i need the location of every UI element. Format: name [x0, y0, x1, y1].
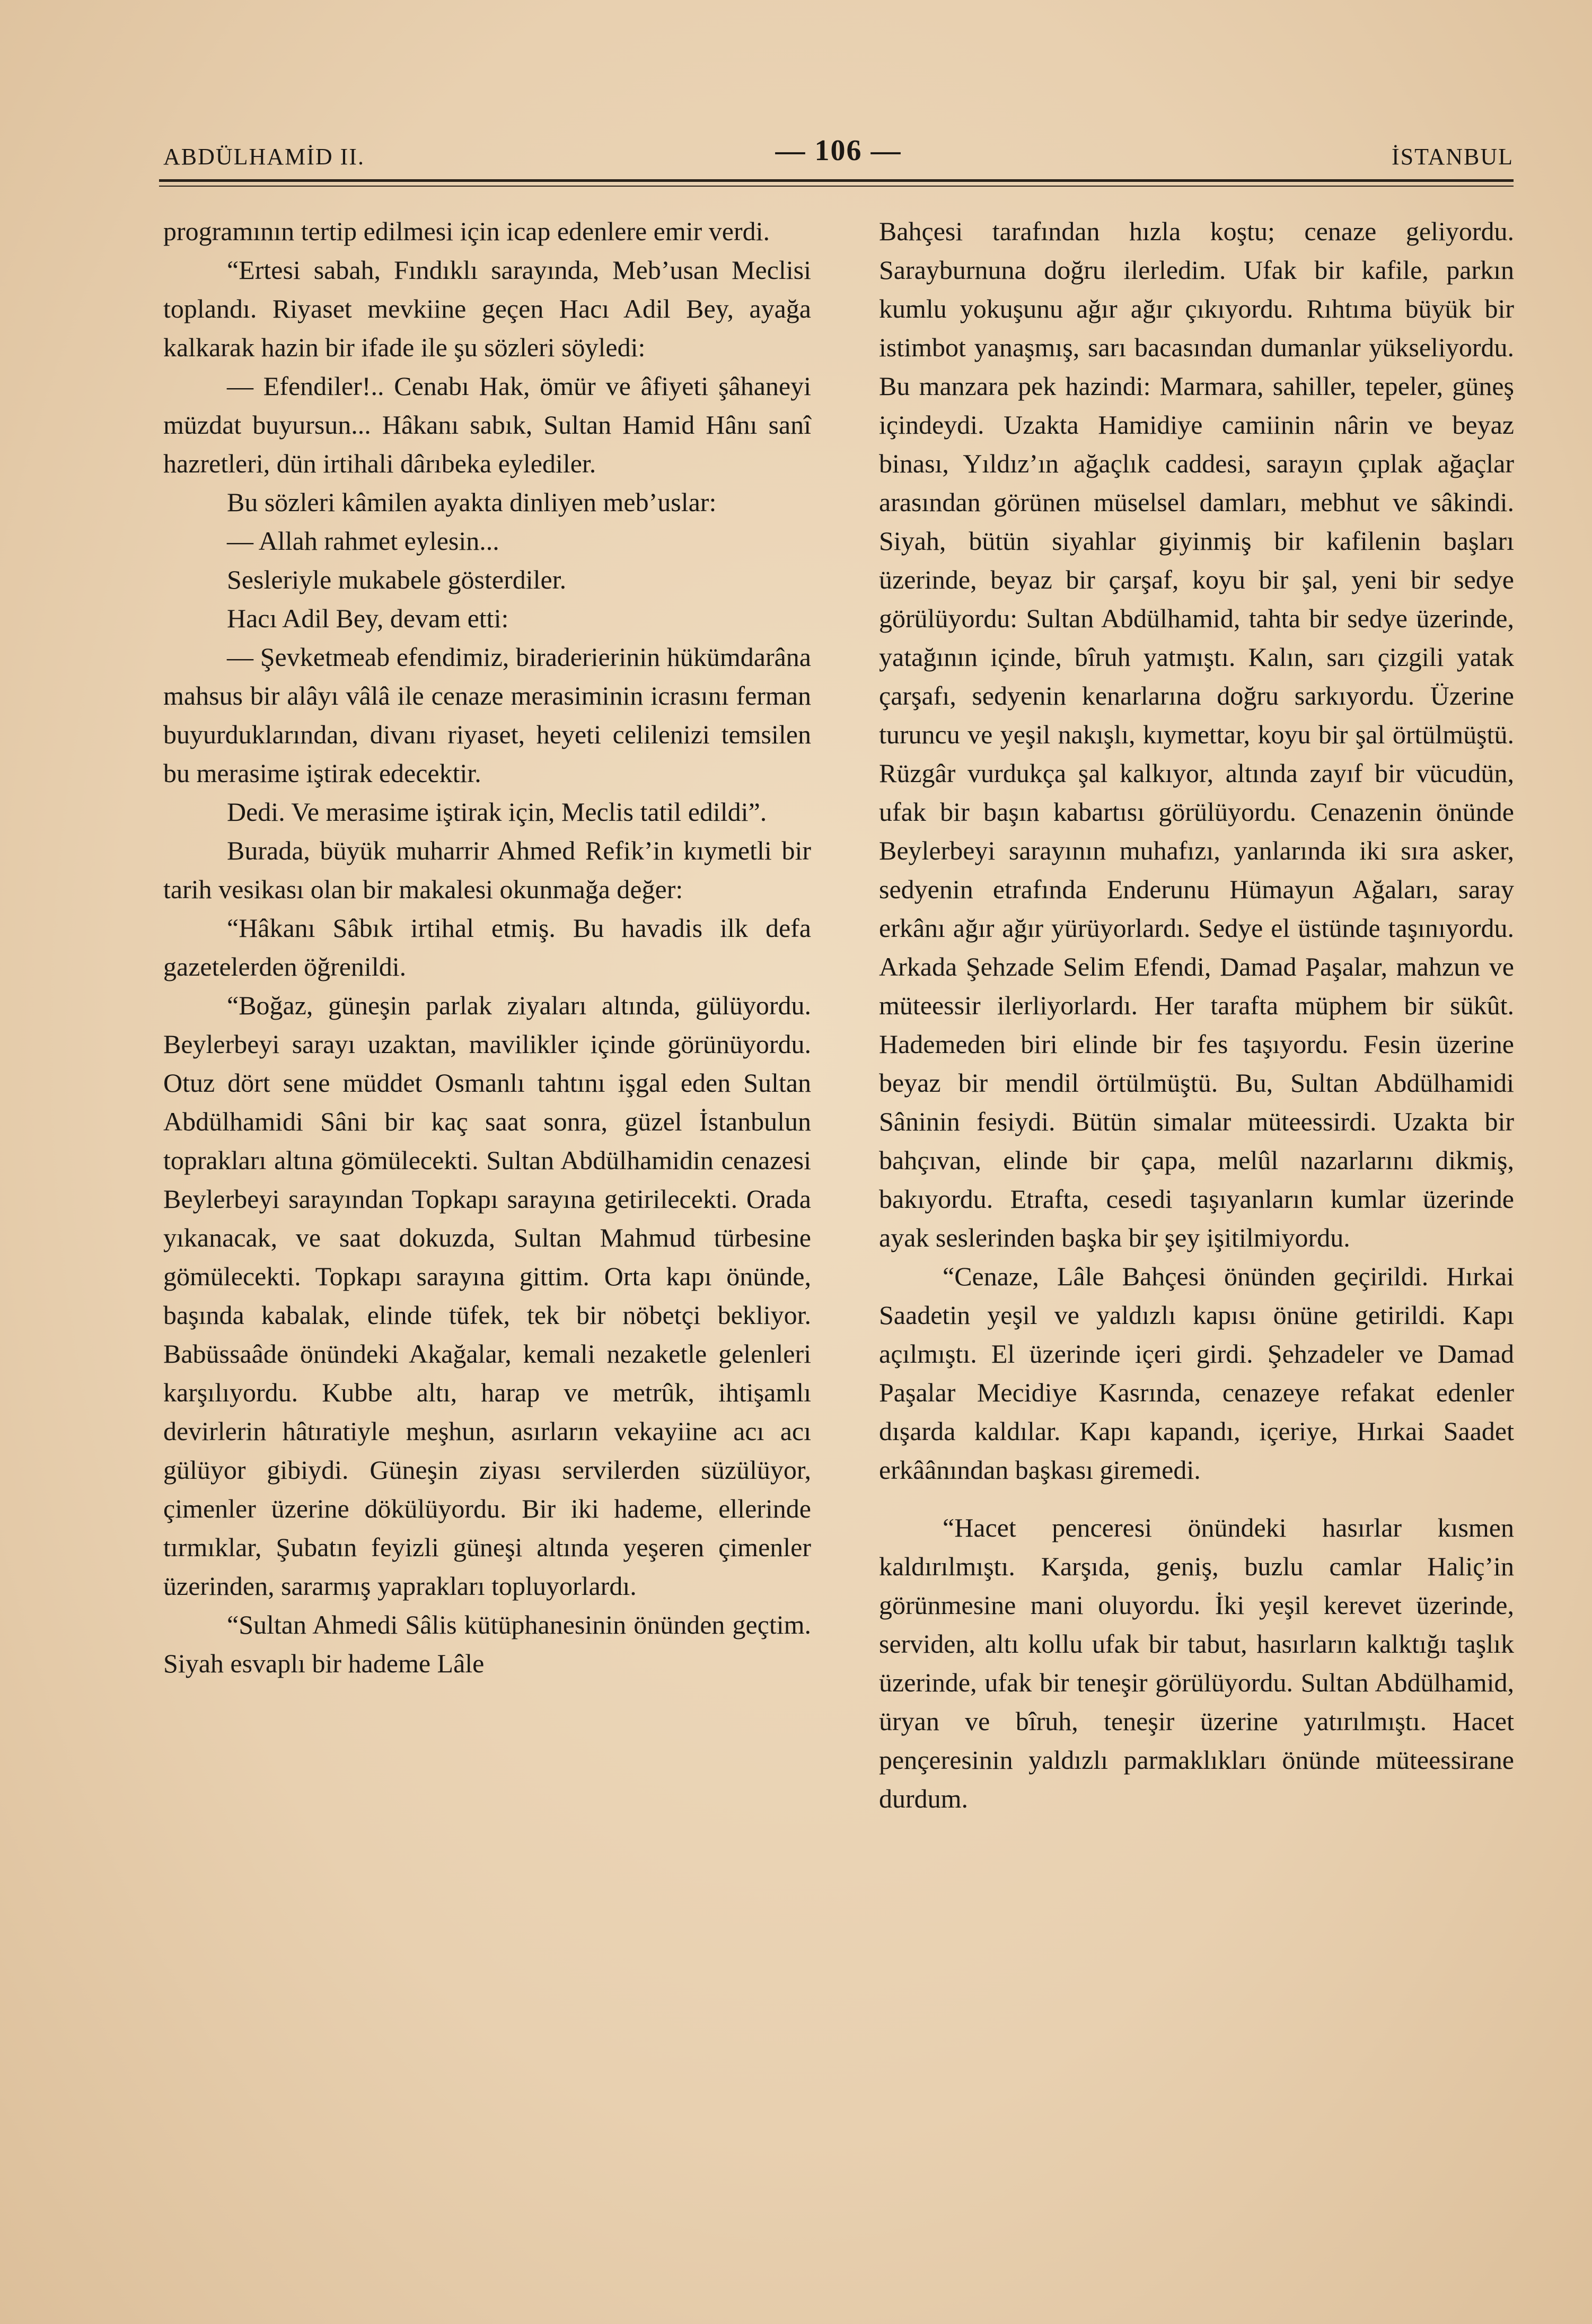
paragraph: “Boğaz, güneşin parlak ziyaları altında, gülüyordu. Beylerbeyi sarayı uzaktan, mavilikler içinde görünüyordu. Otuz dört sene müddet Osmanlı tahtını işgal eden Sultan Abdülhamidi Sâni bir kaç saat sonra, güzel İstanbulun toprakları altına gömülecekti. Sultan Abdülhamidin cenazesi Beylerbeyi sarayından Topkapı sarayına getirilecekti. Orada yıkanacak, ve saat dokuzda, Sultan Mahmud türbesine gömülecekti. Topkapı sarayına gittim. Orta kapı önünde, başında kabalak, elinde tüfek, tek bir nöbetçi bekliyor. Babüssaâde önündeki Akağalar, kemali nezaketle gelenleri karşılıyordu. Kubbe altı, harap ve metrûk, ihtişamlı devirlerin hâtıratiyle meşhun, asırların vekayiine acı acı gülüyor gibiydi. Güneşin ziyası servilerden süzülüyor, çimenler üzerine dökülüyordu. Bir iki hademe, ellerinde tırmıklar, Şubatın feyizli güneşi altında yeşeren çimenler üzerinden, sararmış yaprakları topluyorlardı.	[163, 990, 811, 1601]
paragraph: “Cenaze, Lâle Bahçesi önünden geçirildi. Hırkai Saadetin yeşil ve yaldızlı kapısı önüne getirildi. Kapı açılmıştı. El üzerinde içeri girdi. Şehzadeler ve Damad Paşalar Mecidiye Kasrında, cenazeye refakat edenler dışarda kaldılar. Kapı kapandı, içeriye, Hırkai Saadet erkâânından başkası giremedi.	[879, 1261, 1514, 1485]
left-column	[163, 212, 811, 1683]
paragraph: “Ertesi sabah, Fındıklı sarayında, Meb’usan Meclisi toplandı. Riyaset mevkiine geçen Hacı Adil Bey, ayağa kalkarak hazin bir ifade ile şu sözleri söyledi:	[163, 255, 811, 362]
page-number: — 106 —	[775, 134, 902, 167]
paragraph: — Şevketmeab efendimiz, biraderierinin hükümdarâna mahsus bir alâyı vâlâ ile cenaze merasiminin icrasını ferman buyurduklarından, divanı riyaset, heyeti celilenizi temsilen bu merasime iştirak edecektir.	[163, 642, 811, 788]
running-title-right: İSTANBUL	[1391, 144, 1514, 170]
paragraph: Dedi. Ve merasime iştirak için, Meclis tatil edildi”.	[227, 797, 767, 827]
paragraph: programının tertip edilmesi için icap edenlere emir verdi.	[163, 216, 770, 246]
running-title-left: ABDÜLHAMİD II.	[163, 144, 365, 170]
paragraph: — Allah rahmet eylesin...	[227, 526, 499, 556]
right-column	[879, 212, 1514, 1818]
paragraph: Bahçesi tarafından hızla koştu; cenaze geliyordu. Sarayburnuna doğru ilerledim. Ufak bir kafile, parkın kumlu yokuşunu ağır ağır çıkıyordu. Rıhtıma büyük bir istimbot yanaşmış, sarı bacasından dumanlar yükseliyordu. Bu manzara pek hazindi: Marmara, sahiller, tepeler, güneş içindeydi. Uzakta Hamidiye camiinin nârin ve beyaz binası, Yıldız’ın ağaçlık caddesi, sarayın çıplak ağaçlar arasından görünen müselsel damları, mebhut ve sâkindi. Siyah, bütün siyahlar giyinmiş bir kafilenin başları üzerinde, beyaz bir çarşaf, koyu bir şal, yeni bir sedye görülüyordu: Sultan Abdülhamid, tahta bir sedye üzerinde, yatağının içinde, bîruh yatmıştı. Kalın, sarı çizgili yatak çarşafı, sedyenin kenarlarına doğru sarkıyordu. Üzerine turuncu ve yeşil nakışlı, kıymettar, koyu bir şal örtülmüştü. Rüzgâr vurdukça şal kalkıyor, altında zayıf bir vücudün, ufak bir başın kabartısı görülüyordu. Cenazenin önünde Beylerbeyi sarayının muhafızı, yanlarında iki sıra asker, sedyenin etrafında Enderunu Hümayun Ağaları, saray erkânı ağır ağır yürüyorlardı. Sedye el üstünde taşınıyordu. Arkada Şehzade Selim Efendi, Damad Paşalar, mahzun ve müteessir ilerliyorlardı. Her tarafta müphem bir sükût. Hademeden biri elinde bir fes taşıyordu. Fesin üzerine beyaz bir mendil örtülmüştü. Bu, Sultan Abdülhamidi Sâninin fesiydi. Bütün simalar müteessirdi. Uzakta bir bahçıvan, elinde bir çapa, melûl nazarlarını dikmiş, bakıyordu. Etrafta, cesedi taşıyanların kumlar üzerinde ayak seslerinden başka bir şey işitilmiyordu.	[879, 216, 1514, 1252]
paragraph: Sesleriyle mukabele gösterdiler.	[227, 565, 567, 594]
paragraph: “Hacet penceresi önündeki hasırlar kısmen kaldırılmıştı. Karşıda, geniş, buzlu camlar Haliç’in görünmesine mani oluyordu. İki yeşil kerevet üzerinde, serviden, altı kollu ufak bir tabut, hasırların kalktığı taşlık üzerinde, ufak bir teneşir görülüyordu. Sultan Abdülhamid, üryan ve bîruh, teneşir üzerine yatırılmıştı. Hacet pençeresinin yaldızlı parmaklıkları önünde müteessirane durdum.	[879, 1513, 1514, 1813]
page-header	[163, 134, 1514, 181]
paragraph: “Hâkanı Sâbık irtihal etmiş. Bu havadis ilk defa gazetelerden öğrenildi.	[163, 913, 811, 981]
paragraph: Burada, büyük muharrir Ahmed Refik’in kıymetli bir tarih vesikası olan bir makalesi okunmağa değer:	[163, 836, 811, 904]
header-rule-thick	[159, 179, 1514, 182]
paragraph: Hacı Adil Bey, devam etti:	[227, 603, 509, 633]
header-rule-thin	[159, 186, 1514, 187]
paragraph: — Efendiler!.. Cenabı Hak, ömür ve âfiyeti şâhaneyi müzdat buyursun... Hâkanı sabık, Sultan Hamid Hânı sanî hazretleri, dün irtihali dârıbeka eylediler.	[163, 371, 811, 478]
paragraph: “Sultan Ahmedi Sâlis kütüphanesinin önünden geçtim. Siyah esvaplı bir hademe Lâle	[163, 1610, 811, 1678]
paragraph: Bu sözleri kâmilen ayakta dinliyen meb’uslar:	[227, 487, 717, 517]
